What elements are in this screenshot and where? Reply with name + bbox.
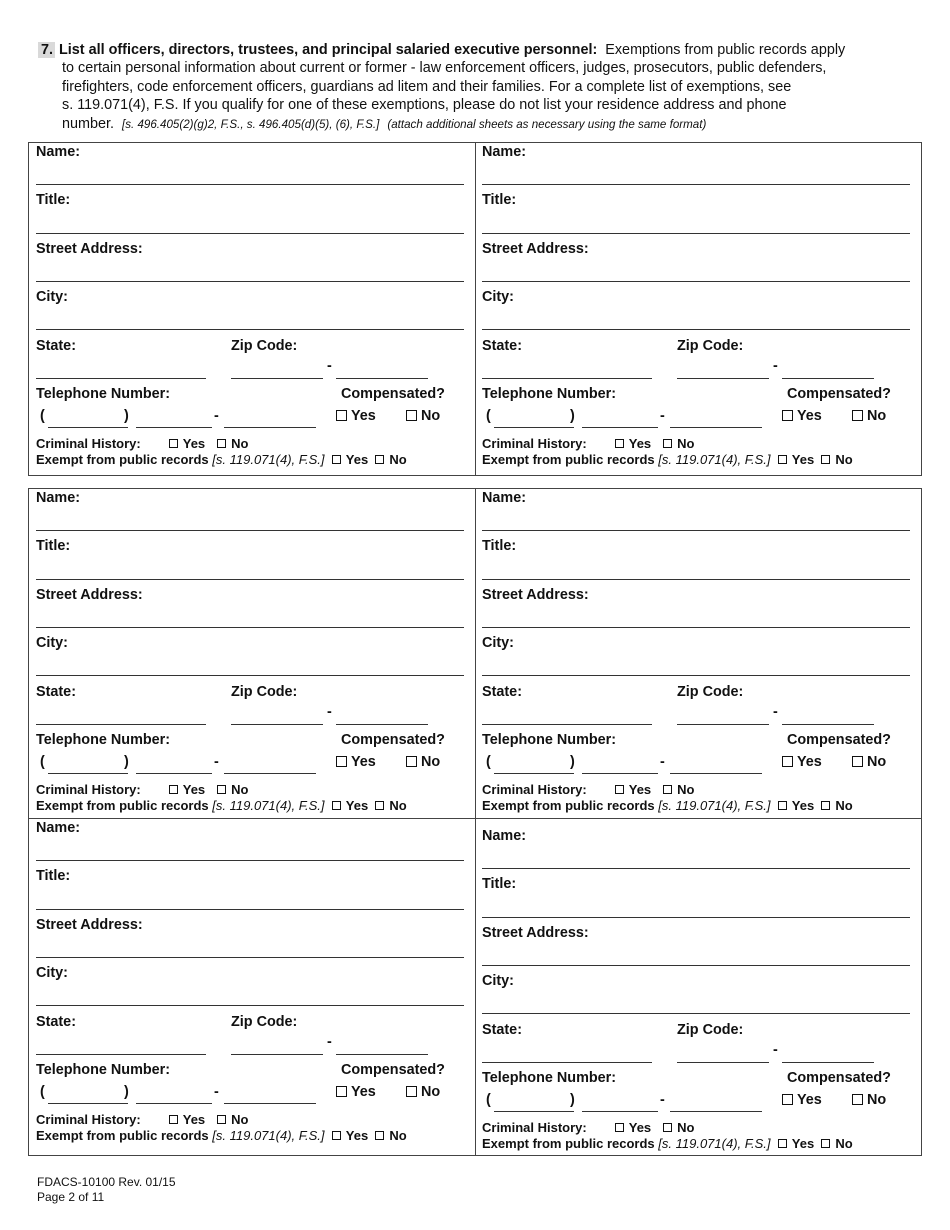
column-divider [475, 489, 476, 818]
phone-line-input-line[interactable] [670, 773, 762, 774]
title-label: Title: [36, 868, 71, 884]
title-label: Title: [482, 192, 517, 208]
compensated-no-option[interactable]: No [406, 754, 440, 770]
column-divider [475, 143, 476, 475]
state-input-line[interactable] [36, 378, 206, 379]
personnel-block-1 [28, 142, 922, 476]
criminal-yes-option[interactable]: Yes [615, 1120, 651, 1135]
phone-dash: - [214, 1084, 219, 1100]
exempt-row [36, 452, 407, 467]
compensated-label: Compensated? [787, 386, 891, 402]
compensated-no-checkbox[interactable] [406, 1086, 417, 1097]
state-label: State: [482, 1022, 522, 1038]
exempt-citation: [s. 119.071(4), F.S.] [658, 452, 771, 467]
telephone-label: Telephone Number: [482, 732, 617, 748]
name-input-line[interactable] [482, 868, 910, 869]
street-address-input-line[interactable] [36, 627, 464, 628]
criminal-yes-checkbox[interactable] [615, 1123, 624, 1132]
intro-line-1: Exemptions from public records apply [605, 42, 846, 58]
criminal-history-label: Criminal History: [36, 436, 141, 451]
criminal-yes-option[interactable]: Yes [169, 436, 205, 451]
phone-dash: - [660, 754, 665, 770]
name-label: Name: [36, 144, 80, 160]
zip-dash: - [327, 1034, 332, 1050]
phone-prefix-input-line[interactable] [136, 773, 212, 774]
compensated-yes-checkbox[interactable] [336, 756, 347, 767]
criminal-history-label: Criminal History: [36, 1112, 141, 1127]
zip-extension-input-line[interactable] [782, 724, 874, 725]
phone-dash: - [660, 408, 665, 424]
criminal-no-checkbox[interactable] [663, 439, 672, 448]
name-label: Name: [482, 490, 526, 506]
compensated-no-option[interactable]: No [852, 408, 886, 424]
title-input-line[interactable] [482, 579, 910, 580]
compensated-yes-option[interactable]: Yes [336, 1084, 376, 1100]
state-input-line[interactable] [482, 1062, 652, 1063]
criminal-no-checkbox[interactable] [663, 785, 672, 794]
phone-prefix-input-line[interactable] [136, 427, 212, 428]
area-code-open-paren: ( [486, 1092, 491, 1108]
area-code-open-paren: ( [40, 754, 45, 770]
exempt-row [482, 452, 853, 467]
exempt-citation: [s. 119.071(4), F.S.] [212, 798, 325, 813]
compensated-no-checkbox[interactable] [406, 756, 417, 767]
phone-dash: - [214, 408, 219, 424]
exempt-no-option[interactable]: No [375, 452, 406, 467]
city-label: City: [36, 289, 68, 305]
form-id: FDACS-10100 Rev. 01/15 [37, 1175, 176, 1189]
zip-code-label: Zip Code: [231, 338, 298, 354]
compensated-yes-checkbox[interactable] [782, 756, 793, 767]
criminal-history-row [482, 782, 695, 797]
page-number: Page 2 of 11 [37, 1189, 105, 1204]
exempt-label: Exempt from public records [482, 798, 655, 813]
name-input-line[interactable] [482, 184, 910, 185]
exempt-citation: [s. 119.071(4), F.S.] [212, 1128, 325, 1143]
zip-extension-input-line[interactable] [336, 378, 428, 379]
phone-line-input-line[interactable] [224, 427, 316, 428]
telephone-label: Telephone Number: [482, 1070, 617, 1086]
zip-extension-input-line[interactable] [336, 1054, 428, 1055]
title-input-line[interactable] [482, 233, 910, 234]
compensated-no-option[interactable]: No [852, 754, 886, 770]
criminal-no-checkbox[interactable] [217, 1115, 226, 1124]
exempt-yes-option[interactable]: Yes [778, 1136, 814, 1151]
area-code-input-line[interactable] [48, 773, 128, 774]
zip-input-line[interactable] [231, 724, 323, 725]
city-label: City: [36, 635, 68, 651]
exempt-citation: [s. 119.071(4), F.S.] [212, 452, 325, 467]
city-input-line[interactable] [482, 1013, 910, 1014]
exempt-no-checkbox[interactable] [821, 455, 830, 464]
city-input-line[interactable] [36, 675, 464, 676]
criminal-yes-checkbox[interactable] [615, 785, 624, 794]
compensated-label: Compensated? [341, 386, 445, 402]
name-input-line[interactable] [36, 860, 464, 861]
attach-note: (attach additional sheets as necessary using the same format) [387, 117, 707, 131]
name-input-line[interactable] [482, 530, 910, 531]
zip-extension-input-line[interactable] [782, 1062, 874, 1063]
street-address-label: Street Address: [36, 587, 143, 603]
zip-dash: - [773, 1042, 778, 1058]
criminal-history-label: Criminal History: [482, 782, 587, 797]
city-input-line[interactable] [482, 675, 910, 676]
exempt-citation: [s. 119.071(4), F.S.] [658, 1136, 771, 1151]
compensated-no-option[interactable]: No [406, 408, 440, 424]
street-address-input-line[interactable] [482, 281, 910, 282]
exempt-no-option[interactable]: No [821, 798, 852, 813]
criminal-yes-option[interactable]: Yes [169, 1112, 205, 1127]
street-address-label: Street Address: [482, 925, 589, 941]
exempt-yes-checkbox[interactable] [332, 455, 341, 464]
state-input-line[interactable] [36, 1054, 206, 1055]
compensated-yes-option[interactable]: Yes [336, 754, 376, 770]
criminal-no-option[interactable]: No [663, 1120, 694, 1135]
zip-input-line[interactable] [231, 1054, 323, 1055]
exempt-no-checkbox[interactable] [821, 1139, 830, 1148]
zip-dash: - [327, 358, 332, 374]
area-code-open-paren: ( [40, 1084, 45, 1100]
state-input-line[interactable] [36, 724, 206, 725]
intro-line-4: s. 119.071(4), F.S. If you qualify for one of these exemptions, please do not list your residence address and phone [62, 97, 787, 114]
exempt-yes-checkbox[interactable] [332, 801, 341, 810]
section-heading: List all officers, directors, trustees, and principal salaried executive personnel: [59, 42, 598, 58]
compensated-label: Compensated? [787, 1070, 891, 1086]
phone-dash: - [660, 1092, 665, 1108]
zip-input-line[interactable] [677, 1062, 769, 1063]
zip-input-line[interactable] [677, 724, 769, 725]
compensated-no-checkbox[interactable] [406, 410, 417, 421]
statute-citation: [s. 496.405(2)(g)2, F.S., s. 496.405(d)(5), (6), F.S.] [122, 117, 380, 131]
zip-code-label: Zip Code: [231, 684, 298, 700]
title-label: Title: [36, 192, 71, 208]
compensated-yes-option[interactable]: Yes [336, 408, 376, 424]
phone-line-input-line[interactable] [670, 1111, 762, 1112]
compensated-yes-option[interactable]: Yes [782, 408, 822, 424]
exempt-no-option[interactable]: No [375, 798, 406, 813]
exempt-no-checkbox[interactable] [375, 455, 384, 464]
column-divider [475, 819, 476, 1155]
exempt-row [36, 798, 407, 813]
phone-prefix-input-line[interactable] [582, 773, 658, 774]
criminal-history-row [482, 1120, 695, 1135]
area-code-close-paren: ) [124, 754, 129, 770]
phone-dash: - [214, 754, 219, 770]
compensated-no-option[interactable]: No [406, 1084, 440, 1100]
title-input-line[interactable] [36, 579, 464, 580]
exempt-label: Exempt from public records [36, 452, 209, 467]
telephone-label: Telephone Number: [482, 386, 617, 402]
exempt-no-checkbox[interactable] [375, 801, 384, 810]
state-label: State: [482, 684, 522, 700]
name-input-line[interactable] [36, 530, 464, 531]
state-input-line[interactable] [482, 724, 652, 725]
exempt-label: Exempt from public records [36, 798, 209, 813]
name-input-line[interactable] [36, 184, 464, 185]
state-label: State: [36, 684, 76, 700]
state-label: State: [36, 338, 76, 354]
city-input-line[interactable] [36, 1005, 464, 1006]
exempt-label: Exempt from public records [482, 1136, 655, 1151]
compensated-yes-checkbox[interactable] [336, 410, 347, 421]
compensated-no-checkbox[interactable] [852, 1094, 863, 1105]
exempt-no-checkbox[interactable] [375, 1131, 384, 1140]
zip-code-label: Zip Code: [677, 338, 744, 354]
intro-line-5: number. [62, 115, 114, 132]
criminal-history-row [482, 436, 695, 451]
state-label: State: [482, 338, 522, 354]
criminal-history-label: Criminal History: [482, 1120, 587, 1135]
exempt-row [482, 1136, 853, 1151]
criminal-yes-option[interactable]: Yes [169, 782, 205, 797]
exempt-no-option[interactable]: No [821, 452, 852, 467]
exempt-row [36, 1128, 407, 1143]
exempt-yes-option[interactable]: Yes [332, 452, 368, 467]
street-address-input-line[interactable] [36, 281, 464, 282]
compensated-yes-checkbox[interactable] [336, 1086, 347, 1097]
city-label: City: [482, 973, 514, 989]
section-number: 7. [38, 42, 55, 58]
criminal-yes-option[interactable]: Yes [615, 782, 651, 797]
title-input-line[interactable] [482, 917, 910, 918]
area-code-close-paren: ) [570, 754, 575, 770]
zip-code-label: Zip Code: [231, 1014, 298, 1030]
area-code-open-paren: ( [486, 754, 491, 770]
name-label: Name: [482, 144, 526, 160]
telephone-label: Telephone Number: [36, 386, 171, 402]
criminal-yes-checkbox[interactable] [169, 439, 178, 448]
exempt-row [482, 798, 853, 813]
criminal-no-option[interactable]: No [217, 782, 248, 797]
street-address-input-line[interactable] [482, 965, 910, 966]
street-address-label: Street Address: [482, 587, 589, 603]
exempt-yes-option[interactable]: Yes [332, 798, 368, 813]
street-address-label: Street Address: [36, 241, 143, 257]
exempt-label: Exempt from public records [482, 452, 655, 467]
compensated-no-option[interactable]: No [852, 1092, 886, 1108]
page-footer [37, 1175, 176, 1204]
criminal-no-option[interactable]: No [663, 436, 694, 451]
exempt-yes-checkbox[interactable] [778, 455, 787, 464]
phone-prefix-input-line[interactable] [136, 1103, 212, 1104]
area-code-close-paren: ) [124, 1084, 129, 1100]
area-code-close-paren: ) [570, 1092, 575, 1108]
title-label: Title: [482, 538, 517, 554]
intro-line-3: firefighters, code enforcement officers, guardians ad litem and their families. For a complete list of exemptions, see [62, 78, 792, 95]
compensated-label: Compensated? [787, 732, 891, 748]
exempt-yes-option[interactable]: Yes [778, 452, 814, 467]
criminal-yes-checkbox[interactable] [169, 785, 178, 794]
zip-input-line[interactable] [677, 378, 769, 379]
phone-prefix-input-line[interactable] [582, 427, 658, 428]
state-label: State: [36, 1014, 76, 1030]
criminal-no-option[interactable]: No [217, 436, 248, 451]
exempt-no-option[interactable]: No [821, 1136, 852, 1151]
area-code-input-line[interactable] [494, 773, 574, 774]
criminal-no-checkbox[interactable] [663, 1123, 672, 1132]
exempt-no-option[interactable]: No [375, 1128, 406, 1143]
criminal-history-label: Criminal History: [36, 782, 141, 797]
compensated-yes-option[interactable]: Yes [782, 754, 822, 770]
criminal-history-label: Criminal History: [482, 436, 587, 451]
area-code-open-paren: ( [486, 408, 491, 424]
criminal-history-row [36, 436, 249, 451]
zip-extension-input-line[interactable] [336, 724, 428, 725]
exempt-label: Exempt from public records [36, 1128, 209, 1143]
criminal-no-option[interactable]: No [217, 1112, 248, 1127]
zip-input-line[interactable] [231, 378, 323, 379]
city-label: City: [482, 635, 514, 651]
area-code-input-line[interactable] [48, 427, 128, 428]
street-address-label: Street Address: [36, 917, 143, 933]
zip-dash: - [773, 358, 778, 374]
area-code-open-paren: ( [40, 408, 45, 424]
name-label: Name: [482, 828, 526, 844]
telephone-label: Telephone Number: [36, 1062, 171, 1078]
zip-dash: - [327, 704, 332, 720]
compensated-label: Compensated? [341, 1062, 445, 1078]
phone-line-input-line[interactable] [224, 1103, 316, 1104]
criminal-yes-checkbox[interactable] [169, 1115, 178, 1124]
phone-prefix-input-line[interactable] [582, 1111, 658, 1112]
criminal-no-checkbox[interactable] [217, 439, 226, 448]
area-code-close-paren: ) [570, 408, 575, 424]
compensated-no-checkbox[interactable] [852, 756, 863, 767]
criminal-history-row [36, 1112, 249, 1127]
title-input-line[interactable] [36, 909, 464, 910]
street-address-input-line[interactable] [36, 957, 464, 958]
section-7-instructions [38, 41, 910, 134]
title-label: Title: [36, 538, 71, 554]
area-code-input-line[interactable] [48, 1103, 128, 1104]
city-input-line[interactable] [36, 329, 464, 330]
title-label: Title: [482, 876, 517, 892]
name-label: Name: [36, 490, 80, 506]
criminal-history-row [36, 782, 249, 797]
city-label: City: [36, 965, 68, 981]
zip-code-label: Zip Code: [677, 684, 744, 700]
criminal-yes-option[interactable]: Yes [615, 436, 651, 451]
city-label: City: [482, 289, 514, 305]
criminal-no-checkbox[interactable] [217, 785, 226, 794]
area-code-input-line[interactable] [494, 1111, 574, 1112]
exempt-no-checkbox[interactable] [821, 801, 830, 810]
telephone-label: Telephone Number: [36, 732, 171, 748]
compensated-yes-checkbox[interactable] [782, 1094, 793, 1105]
compensated-yes-checkbox[interactable] [782, 410, 793, 421]
criminal-yes-checkbox[interactable] [615, 439, 624, 448]
zip-dash: - [773, 704, 778, 720]
area-code-close-paren: ) [124, 408, 129, 424]
compensated-no-checkbox[interactable] [852, 410, 863, 421]
intro-line-2: to certain personal information about current or former - law enforcement officers, judges, prosecutors, public defenders, [62, 60, 827, 77]
exempt-yes-option[interactable]: Yes [332, 1128, 368, 1143]
exempt-yes-option[interactable]: Yes [778, 798, 814, 813]
street-address-label: Street Address: [482, 241, 589, 257]
state-input-line[interactable] [482, 378, 652, 379]
zip-extension-input-line[interactable] [782, 378, 874, 379]
area-code-input-line[interactable] [494, 427, 574, 428]
exempt-yes-checkbox[interactable] [332, 1131, 341, 1140]
zip-code-label: Zip Code: [677, 1022, 744, 1038]
exempt-yes-checkbox[interactable] [778, 801, 787, 810]
street-address-input-line[interactable] [482, 627, 910, 628]
criminal-no-option[interactable]: No [663, 782, 694, 797]
phone-line-input-line[interactable] [670, 427, 762, 428]
compensated-yes-option[interactable]: Yes [782, 1092, 822, 1108]
city-input-line[interactable] [482, 329, 910, 330]
title-input-line[interactable] [36, 233, 464, 234]
compensated-label: Compensated? [341, 732, 445, 748]
exempt-yes-checkbox[interactable] [778, 1139, 787, 1148]
phone-line-input-line[interactable] [224, 773, 316, 774]
exempt-citation: [s. 119.071(4), F.S.] [658, 798, 771, 813]
name-label: Name: [36, 820, 80, 836]
